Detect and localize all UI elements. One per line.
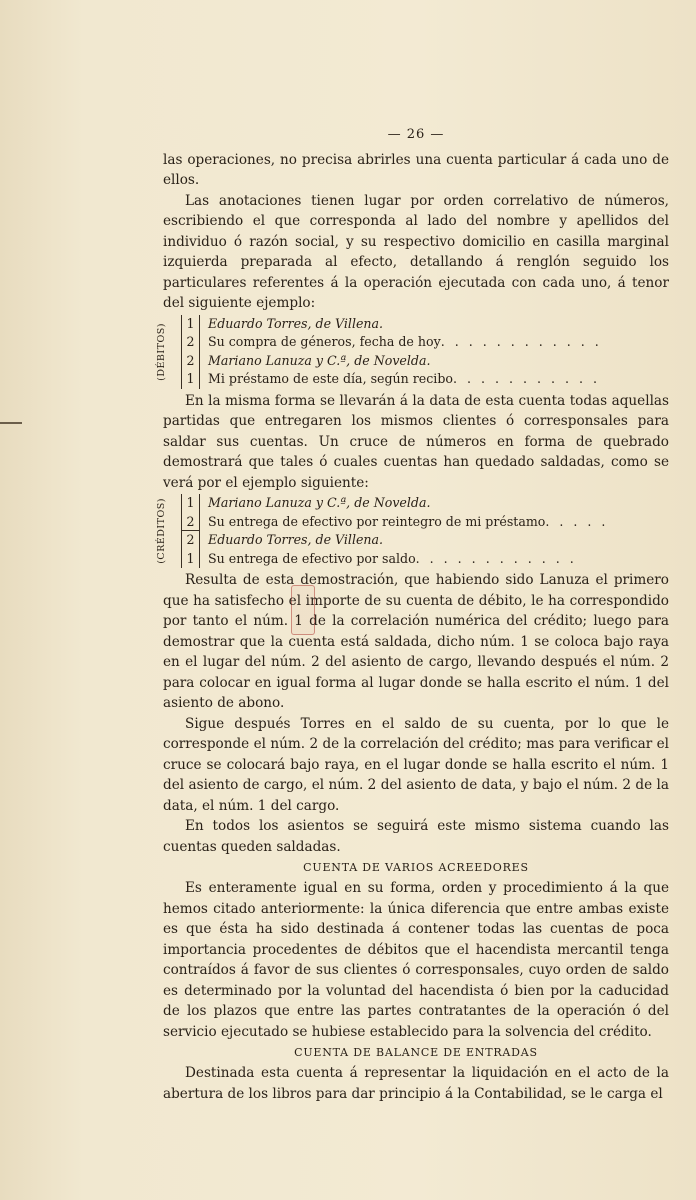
entry-text: Su entrega de efectivo por saldo. . . . . . . . . . . .: [208, 550, 577, 566]
paragraph-acreedores: Es enteramente igual en su forma, orden y procedimiento á la que hemos citado anteriormente: la única diferencia que entre ambas existe es que ésta ha sido destinada á contener todas las cuentas de poca importancia procedentes de débitos que el hacendista mercantil tenga contraídos á favor de sus clientes ó corresponsales, cuyo orden de saldo es determinado por la voluntad del hacendista ó bien por la caducidad de los plazos que entre las partes contratantes de la operación ó del servicio ejecutado se hubiese establecido para la solvencia del crédito.: [163, 880, 669, 1040]
example-row: [163, 550, 669, 569]
entry-number: 2: [181, 531, 200, 550]
entry-text: Su compra de géneros, fecha de hoy. . . . . . . . . . . .: [208, 334, 602, 349]
entry-text: Eduardo Torres, de Villena.: [208, 315, 384, 331]
entry-text: Mariano Lanuza y C.ª, de Novelda.: [208, 495, 431, 510]
entry-number: 2: [181, 352, 200, 371]
entry-number: 1: [181, 315, 200, 334]
entry-text: Eduardo Torres, de Villena.: [208, 532, 384, 547]
section-heading-acreedores: CUENTA DE VARIOS ACREEDORES: [303, 861, 529, 874]
page-content: [155, 125, 669, 1104]
paragraph-sigue: Sigue después Torres en el saldo de su cuenta, por lo que le corresponde el núm. 2 de la correlación del crédito; mas para verificar el cruce se colocará bajo raya, en el lugar donde se halla escrito el núm. 1 del asiento de cargo, el núm. 2 del asiento de data, y bajo el núm. 2 de la data, el núm. 1 del cargo.: [163, 715, 669, 814]
entry-number: 1: [181, 370, 200, 389]
entry-text: Mi préstamo de este día, según recibo. . . . . . . . . . .: [208, 371, 601, 386]
example-debitos: [155, 315, 669, 389]
leader-dots: . . . . . . . . . . . .: [440, 334, 602, 349]
paragraph-continued: las operaciones, no precisa abrirles una cuenta particular á cada uno de ellos.: [163, 151, 669, 188]
example-row: [163, 315, 669, 334]
leader-dots: . . . . . . . . . . .: [452, 371, 601, 386]
paragraph-data: En la misma forma se llevarán á la data de esta cuenta todas aquellas partidas que entregaren los mismos clientes ó corresponsales para saldar sus cuentas. Un cruce de números en forma de quebrado demostrará que tales ó cuales cuentas han quedado saldadas, como se verá por el ejemplo siguiente:: [163, 392, 669, 491]
debitos-side-label: (DÉBITOS): [155, 322, 167, 381]
entry-number: 1: [181, 550, 200, 569]
example-row: [163, 352, 669, 371]
entry-text: Mariano Lanuza y C.ª, de Novelda.: [208, 352, 431, 368]
entry-number: 2: [181, 513, 200, 532]
example-creditos: [155, 494, 669, 568]
paragraph-todos: En todos los asientos se seguirá este mismo sistema cuando las cuentas queden saldadas.: [163, 818, 669, 855]
paragraph-resulta: Resulta de esta demostración, que habiendo sido Lanuza el primero que ha satisfecho el importe de su cuenta de débito, le ha correspondido por tanto el núm. 1 de la correlación numérica del crédito; luego para demostrar que la cuenta está saldada, dicho núm. 1 se coloca bajo raya en el lugar del núm. 2 del asiento de cargo, llevando después el núm. 2 para colocar en igual forma al lugar donde se halla escrito el núm. 1 del asiento de abono.: [163, 572, 669, 711]
leader-dots: . . . . . . . . . . . .: [415, 550, 577, 566]
entry-number: 2: [181, 333, 200, 352]
example-row: [163, 494, 669, 513]
entry-text: Su entrega de efectivo por reintegro de mi préstamo. . . . .: [208, 513, 609, 529]
entry-number: 1: [181, 494, 200, 513]
example-row: [163, 333, 669, 352]
creditos-side-label: (CRÉDITOS): [155, 498, 167, 564]
example-row: [163, 370, 669, 389]
paragraph-anotaciones: Las anotaciones tienen lugar por orden correlativo de números, escribiendo el que corresponda al lado del nombre y apellidos del individuo ó razón social, y su respectivo domicilio en casilla marginal izquierda preparada al efecto, detallando á renglón seguido los particulares referentes á la operación ejecutada con cada uno, á tenor del siguiente ejemplo:: [163, 192, 669, 311]
margin-mark: [0, 422, 22, 424]
section-heading-balance: CUENTA DE BALANCE DE ENTRADAS: [294, 1046, 538, 1059]
paragraph-balance: Destinada esta cuenta á representar la liquidación en el acto de la abertura de los libros para dar principio á la Contabilidad, se le carga el: [163, 1065, 669, 1102]
leader-dots: . . . . .: [545, 513, 609, 529]
example-row: [163, 531, 669, 550]
page-number: — 26 —: [387, 127, 445, 142]
example-row: [163, 513, 669, 532]
